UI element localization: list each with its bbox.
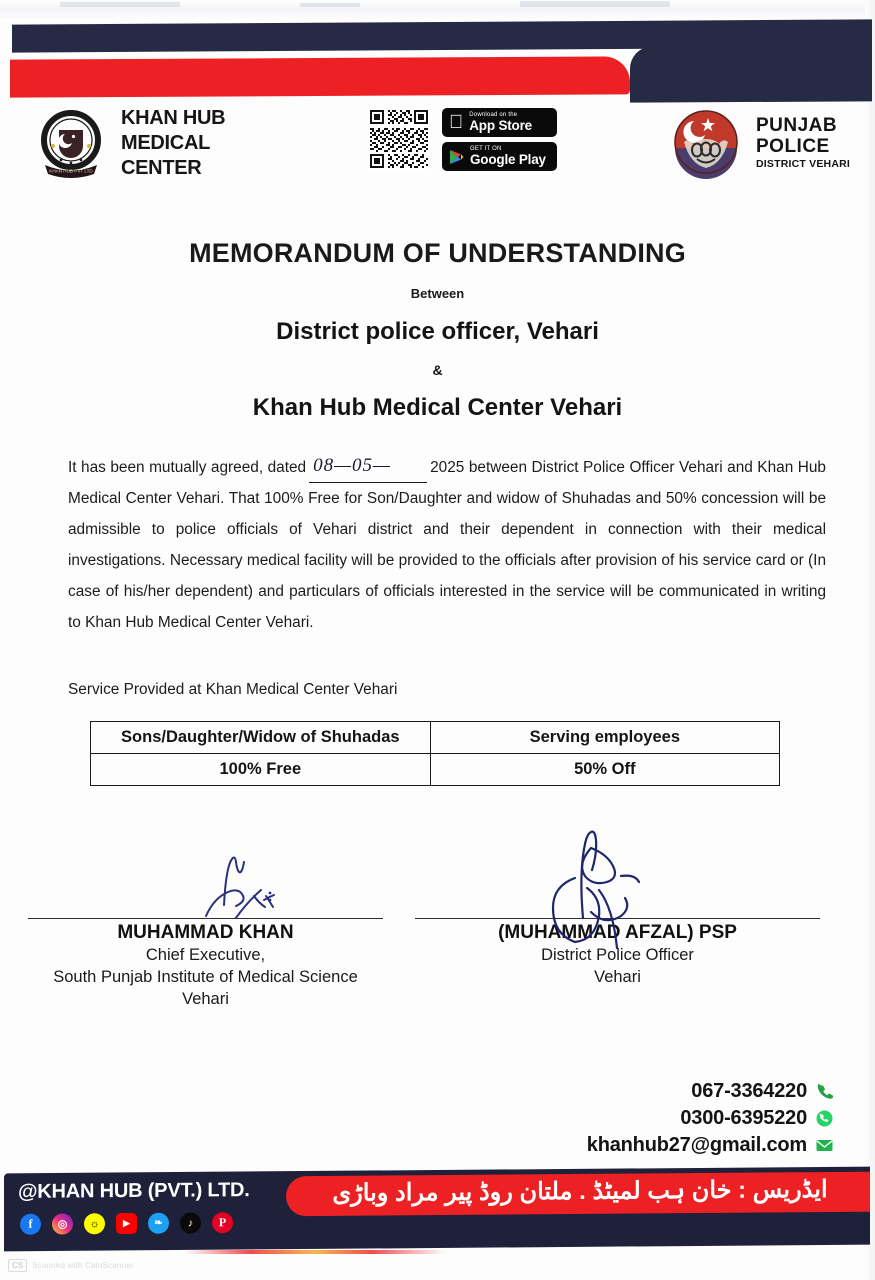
date-field[interactable] [309, 455, 427, 483]
signatory-role-right-2: Vehari [594, 968, 641, 986]
signature-block-left [28, 830, 383, 1010]
footer-banner [0, 1168, 875, 1260]
scan-smudge [60, 2, 180, 7]
khan-hub-brand-text [121, 106, 225, 181]
contact-row-phone[interactable] [587, 1078, 833, 1105]
document-title-block [0, 238, 875, 422]
khan-brand-line-1: KHAN HUB [121, 107, 226, 129]
contact-block [587, 1078, 833, 1159]
agreement-lead-text: It has been mutually agreed, dated [68, 459, 307, 476]
agreement-paragraph [68, 452, 826, 638]
facebook-icon[interactable]: f [20, 1214, 41, 1235]
signature-area [0, 830, 875, 1020]
pinterest-icon[interactable]: P [212, 1212, 233, 1233]
camscanner-badge: CS [8, 1259, 27, 1272]
signatory-name-right: (MUHAMMAD AFZAL) PSP [498, 922, 737, 943]
header-red-band [10, 56, 630, 97]
punjab-police-text [756, 115, 850, 170]
punjab-police-logo-block [668, 104, 850, 180]
google-play-small-label: GET IT ON [470, 146, 502, 153]
footer-flame-artifact [185, 1250, 445, 1254]
app-store-badge[interactable] [442, 108, 557, 137]
google-play-icon [449, 149, 464, 165]
camscanner-text: Scanned with CamScanner [32, 1261, 134, 1270]
camscanner-watermark [8, 1259, 134, 1272]
twitter-icon[interactable]: ❧ [148, 1213, 169, 1234]
letterhead-banner [0, 22, 875, 100]
punjab-police-seal [668, 104, 744, 180]
urdu-address: ایڈریس : خان ہب لمیٹڈ . ملتان روڈ پیر مراد وباڑی [332, 1176, 828, 1207]
police-line-3: DISTRICT VEHARI [756, 157, 851, 170]
phone-number: 067-3364220 [691, 1080, 807, 1102]
app-store-large-label: App Store [455, 117, 518, 133]
social-icons-row [20, 1212, 233, 1235]
table-header-shuhadas: Sons/Daughter/Widow of Shuhadas [91, 722, 431, 754]
ampersand-label: & [432, 362, 443, 378]
table-row [91, 754, 780, 786]
contact-row-whatsapp[interactable] [587, 1105, 833, 1132]
police-line-1: PUNJAB [756, 114, 838, 136]
page-title: MEMORANDUM OF UNDERSTANDING [189, 238, 686, 268]
snapchat-icon[interactable]: ☼ [84, 1213, 105, 1234]
service-provided-line: Service Provided at Khan Medical Center Vehari [68, 681, 398, 698]
contact-row-email[interactable] [587, 1132, 833, 1159]
svg-text:KHAN HUB PVT LTD: KHAN HUB PVT LTD [49, 168, 93, 173]
google-play-large-label: Google Play [470, 151, 546, 167]
signatory-role-left-1: Chief Executive, [145, 946, 266, 964]
agreement-rest-text: 2025 between District Police Officer Vehari and Khan Hub Medical Center Vehari. That 100% Free for Son/Daughter and widow of Shuhadas and 50% concession will be admissible to police officials of Vehari district and their dependent in connection with their medical investigations. Necessary medical facility will be provided to the officials after provision of his service card or (In case of his/her dependent) and particulars of officials interested in the service will be communicated in writing to Khan Hub Medical Center Vehari. [68, 459, 826, 631]
party-two-title: Khan Hub Medical Center Vehari [252, 394, 623, 421]
party-one-title: District police officer, Vehari [276, 318, 599, 345]
table-header-employees: Serving employees [430, 722, 779, 754]
tiktok-icon[interactable]: ♪ [180, 1212, 201, 1233]
signatory-name-left: MUHAMMAD KHAN [117, 922, 294, 943]
header-navy-band-right [630, 45, 872, 102]
handwritten-date: 08—05— [313, 455, 391, 476]
qr-code[interactable] [368, 108, 430, 170]
rate-table [90, 721, 780, 786]
google-play-badge[interactable] [442, 142, 557, 171]
phone-icon [816, 1083, 833, 1100]
khan-brand-line-2: MEDICAL [121, 132, 211, 154]
signatory-role-left-2: South Punjab Institute of Medical Science [53, 968, 358, 986]
signature-ink-left [28, 830, 383, 918]
signatory-role-left-3: Vehari [182, 990, 229, 1008]
instagram-icon[interactable]: ◎ [52, 1213, 73, 1234]
apple-icon [449, 113, 463, 132]
email-address: khanhub27@gmail.com [586, 1134, 807, 1156]
youtube-icon[interactable]: ▶ [116, 1213, 137, 1234]
scan-smudge [300, 3, 360, 7]
signatory-role-right-1: District Police Officer [541, 946, 694, 964]
table-value-employees: 50% Off [430, 754, 779, 786]
signature-block-right [415, 830, 820, 988]
app-promo-block [368, 108, 557, 171]
signature-ink-right [415, 830, 820, 918]
app-store-small-label: Download on the [455, 112, 504, 119]
police-line-2: POLICE [756, 135, 830, 157]
email-icon [816, 1137, 833, 1154]
khan-hub-logo-block [35, 106, 225, 181]
table-value-shuhadas: 100% Free [91, 754, 431, 786]
whatsapp-icon [816, 1110, 833, 1127]
khan-brand-line-3: CENTER [121, 157, 202, 179]
social-handle: @KHAN HUB (PVT.) LTD. [18, 1179, 250, 1203]
between-label: Between [410, 286, 465, 301]
store-badges [442, 108, 557, 171]
khan-hub-medical-center-seal [35, 108, 107, 180]
table-row [91, 722, 780, 754]
whatsapp-number: 0300-6395220 [680, 1107, 807, 1129]
signature-rule-left [28, 918, 383, 919]
scan-smudge [520, 1, 670, 7]
letterhead-logo-row [0, 102, 875, 197]
